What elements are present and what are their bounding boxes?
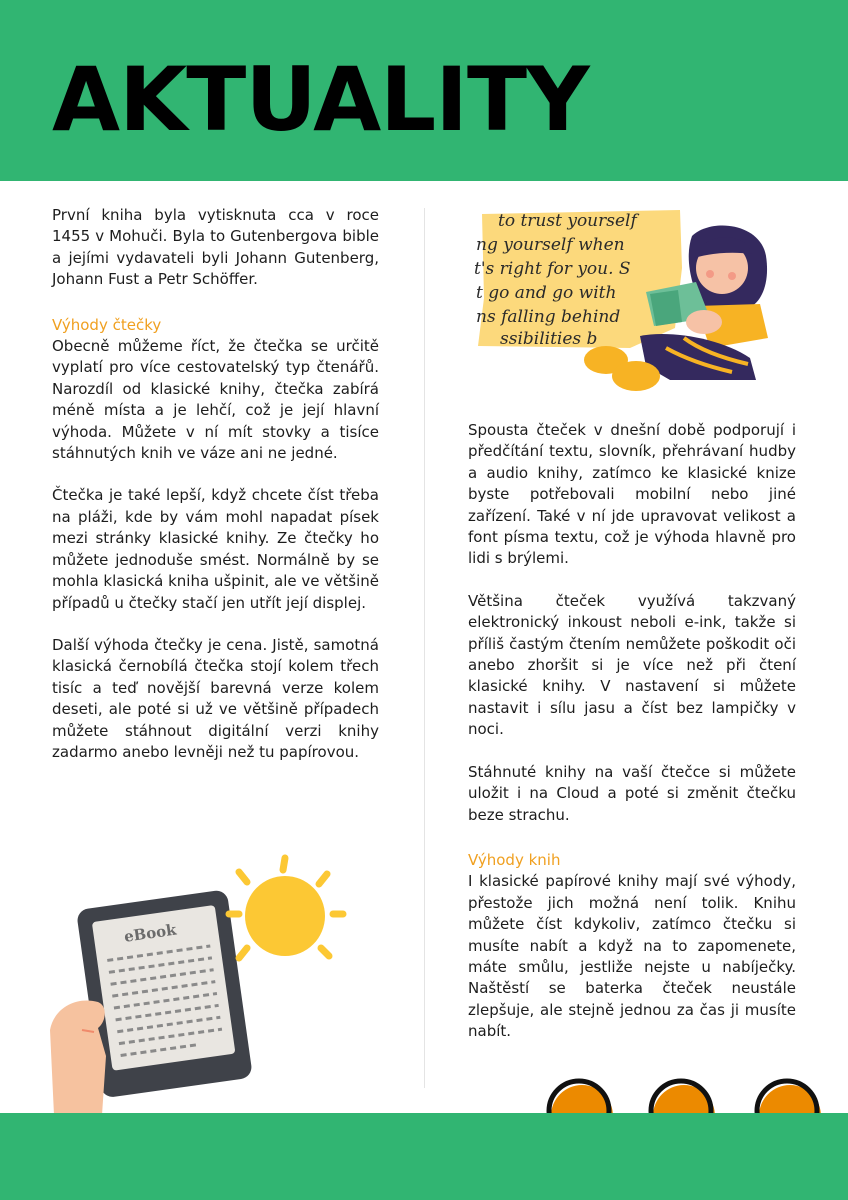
left-paragraph-1: Obecně můžeme říct, že čtečka se určitě vyplatí pro více cestovatelský typ čtenářů. Narozdíl od klasické knihy, čtečka zabírá méně místa a je lehčí, což je její hlavní výhoda. Můžete v ní mít stovky a tisíce stáhnutých knih ve váze ani ne jedné.: [52, 337, 379, 463]
header-banner: [0, 0, 848, 181]
intro-paragraph: První kniha byla vytisknuta cca v roce 1455 v Mohuči. Byla to Gutenbergova bible a jejími vydavateli byli Johann Gutenberg, Johann Fust a Petr Schöffer.: [52, 206, 379, 289]
footer-band: [0, 1113, 848, 1200]
page-title: AKTUALITY: [52, 48, 589, 151]
handwriting-line-3: t's right for you. S: [474, 259, 631, 279]
handwriting-line-4: t go and go with: [476, 283, 617, 303]
left-paragraph-2: Čtečka je také lepší, když chcete číst třeba na pláži, kde by vám mohl napadat písek mezi stránky klasické knihy. Ze čtečky ho můžete jednoduše smést. Normálně by se mohla klasická kniha ušpinit, ale ve většině případů u čtečky stačí jen utřít její displej.: [52, 486, 379, 612]
handwriting-line-5: ns falling behind: [476, 307, 621, 327]
ebook-label: eBook: [122, 920, 178, 946]
left-column: [52, 205, 379, 763]
right-paragraph-3: Stáhnuté knihy na vaší čtečce si můžete uložit i na Cloud a poté si změnit čtečku beze strachu.: [468, 762, 796, 824]
right-paragraph-1: Spousta čteček v dnešní době podporují i předčítání textu, slovník, přehrávaní hudby a audio knihy, zatímco ke klasické knize byste potřebovali mobilní nebo jiné zařízení. Také v ní jde upravovat velikost a font písma textu, což je výhoda hlavně pro lidi s brýlemi.: [468, 421, 796, 568]
section-heading-books: Výhody knih: [468, 850, 561, 869]
hand-shape: [50, 1000, 106, 1115]
section-heading-ereader: Výhody čtečky: [52, 315, 162, 334]
left-paragraph-3: Další výhoda čtečky je cena. Jistě, samotná klasická černobílá čtečka stojí kolem třech tisíc a teď novější barevná verze kolem deseti, ale poté si už ve většině případech můžete stáhnout digitální verzi knihy zadarmo anebo levněji než tu papírovou.: [52, 635, 379, 761]
reading-girl-illustration: [470, 208, 780, 398]
right-paragraph-2: Většina čteček využívá takzvaný elektronický inkoust neboli e-ink, takže si příliš častým čtením nemůžete poškodit oči anebo zhoršit si je více než při čtení klasické knihy. V nastavení si můžete nastavit i sílu jasu a číst bez lampičky v noci.: [468, 591, 796, 739]
right-column: [468, 420, 796, 1043]
handwriting-line-6: ssibilities b: [500, 329, 598, 349]
handwritten-paper: [474, 210, 682, 349]
sun-illustration: [215, 842, 350, 982]
column-divider: [424, 208, 425, 1088]
handwriting-line-1: to trust yourself: [498, 211, 637, 231]
handwriting-line-2: ng yourself when: [476, 235, 625, 255]
right-paragraph-4: I klasické papírové knihy mají své výhody, přestože jich možná není tolik. Knihu můžete číst kdykoliv, zatímco čtečku si musíte nabít a když na to zapomenete, máte smůlu, jestliže nejste u nabíječky. Naštěstí se baterka čteček neustále zlepšuje, ale stejně jednou za čas ji musíte nabít.: [468, 872, 796, 1041]
